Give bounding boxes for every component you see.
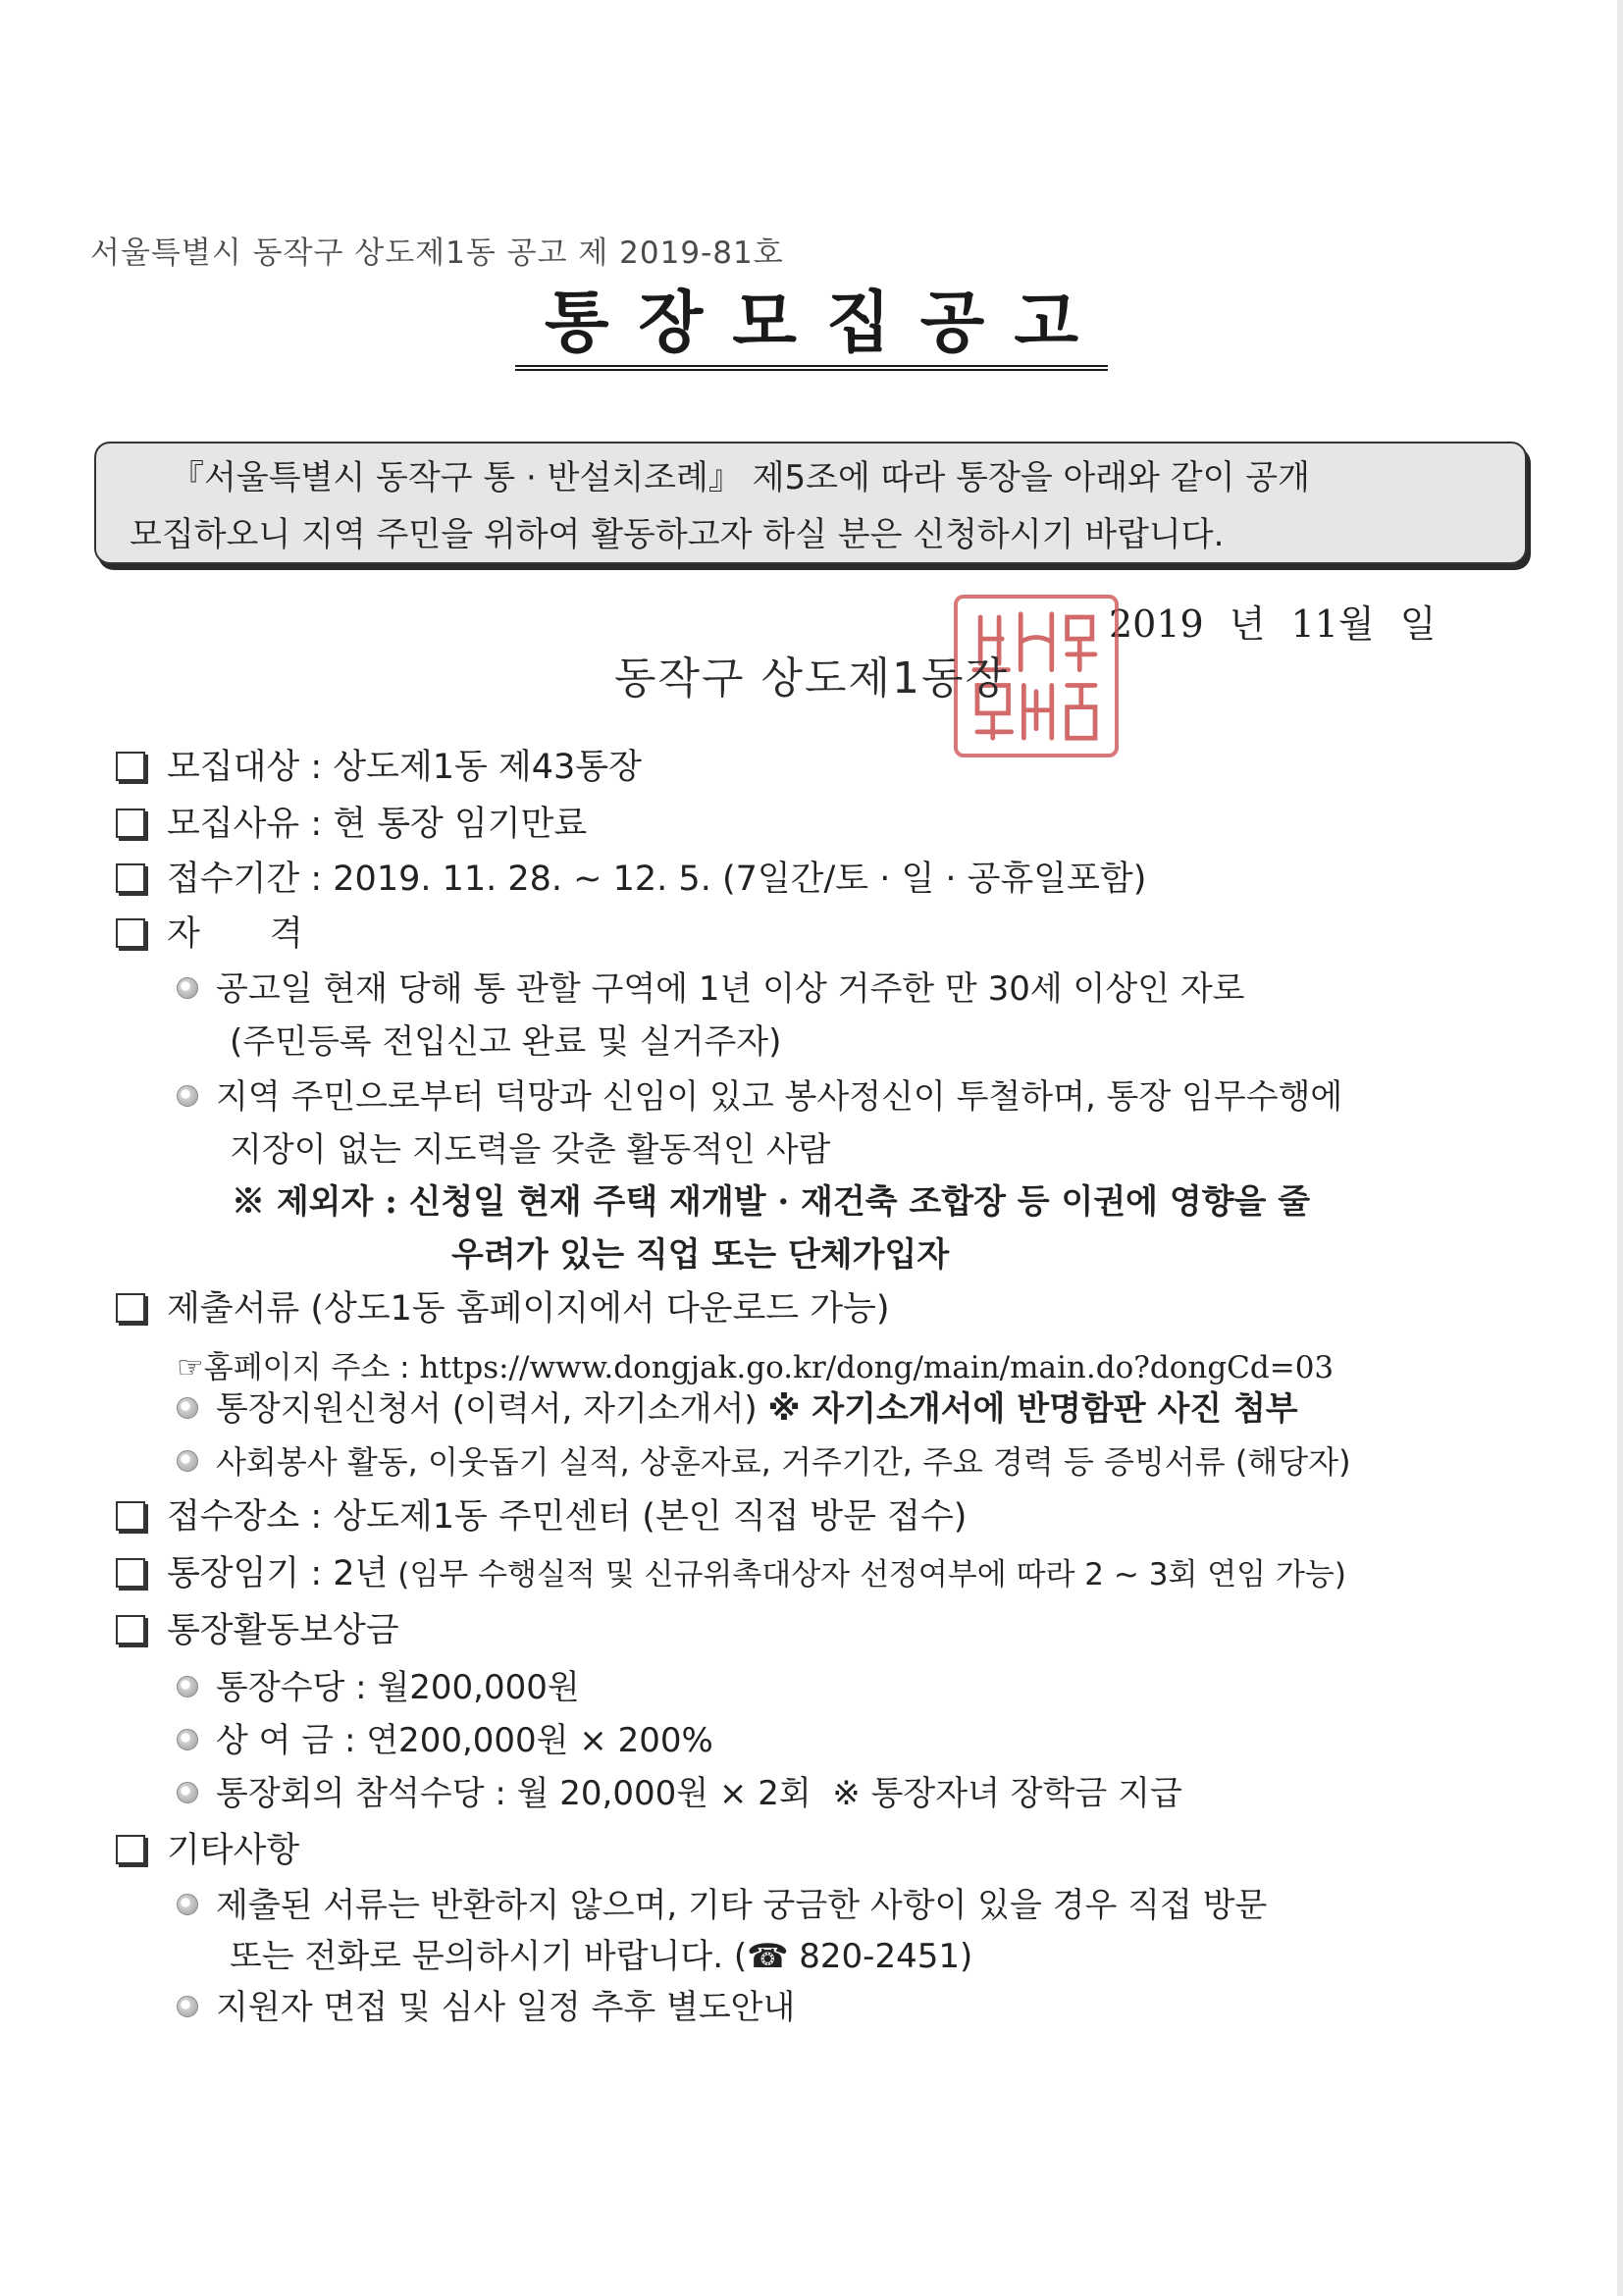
etc-item-1-text: 제출된 서류는 반환하지 않으며, 기타 궁금한 사항이 있을 경우 직접 방문 bbox=[216, 1886, 1268, 1925]
homepage-url-link[interactable]: https://www.dongjak.go.kr/dong/main/main.do?dongCd=03 bbox=[419, 1350, 1335, 1385]
checkbox-square-icon bbox=[116, 1558, 145, 1588]
section-period bbox=[116, 856, 1146, 903]
section-term-note: (임무 수행실적 및 신규위촉대상자 선정여부에 따라 2 ~ 3회 연임 가능) bbox=[388, 1557, 1346, 1592]
circle-bullet-icon bbox=[177, 1782, 198, 1803]
notice-date: 2019 년 11월 일 bbox=[1109, 602, 1437, 646]
circle-bullet-icon bbox=[177, 1450, 198, 1472]
circle-bullet-icon bbox=[177, 977, 198, 999]
section-reason-text: 모집사유 : 현 통장 임기만료 bbox=[167, 805, 588, 844]
checkbox-square-icon bbox=[116, 1835, 145, 1864]
section-documents-text: 제출서류 (상도1동 홈페이지에서 다운로드 가능) bbox=[167, 1289, 890, 1329]
etc-item-2-text: 지원자 면접 및 심사 일정 추후 별도안내 bbox=[216, 1988, 796, 2027]
section-reason bbox=[116, 801, 587, 848]
intro-line-1: 『서울특별시 동작구 통 · 반설치조례』 제5조에 따라 통장을 아래와 같이 공개 bbox=[171, 458, 1310, 497]
section-compensation bbox=[116, 1607, 399, 1654]
homepage-label: ☞홈페이지 주소 : bbox=[177, 1350, 420, 1385]
issuer-name: 동작구 상도제1동장 bbox=[613, 653, 1009, 704]
compensation-item-3 bbox=[177, 1770, 1182, 1817]
qualification-item-2-cont: 지장이 없는 지도력을 갖춘 활동적인 사람 bbox=[230, 1130, 831, 1170]
page-title bbox=[0, 285, 1623, 371]
checkbox-square-icon bbox=[116, 1615, 145, 1644]
qualification-item-1-text: 공고일 현재 당해 통 관할 구역에 1년 이상 거주한 만 30세 이상인 자로 bbox=[216, 969, 1245, 1009]
intro-line-2: 모집하오니 지역 주민을 위하여 활동하고자 하실 분은 신청하시기 바랍니다. bbox=[130, 515, 1225, 554]
section-target bbox=[116, 744, 642, 791]
document-item-1-text: 통장지원신청서 (이력서, 자기소개서) bbox=[216, 1389, 758, 1429]
title-text: 통장모집공고 bbox=[515, 287, 1108, 371]
homepage-line bbox=[177, 1342, 1334, 1386]
section-etc-text: 기타사항 bbox=[167, 1831, 300, 1870]
qualification-item-1-cont: (주민등록 전입신고 완료 및 실거주자) bbox=[230, 1022, 782, 1062]
circle-bullet-icon bbox=[177, 1397, 198, 1419]
checkbox-square-icon bbox=[116, 863, 145, 893]
circle-bullet-icon bbox=[177, 1676, 198, 1697]
section-qualification-text: 자 격 bbox=[167, 914, 303, 954]
document-item-2-text: 사회봉사 활동, 이웃돕기 실적, 상훈자료, 거주기간, 주요 경력 등 증빙서류 (해당자) bbox=[216, 1443, 1351, 1481]
section-term bbox=[116, 1550, 1346, 1598]
exclusion-note-cont: 우려가 있는 직업 또는 단체가입자 bbox=[451, 1235, 950, 1275]
section-etc bbox=[116, 1827, 299, 1874]
notice-number: 서울특별시 동작구 상도제1동 공고 제 2019-81호 bbox=[90, 235, 784, 271]
document-item-1-note: ※ 자기소개서에 반명함판 사진 첨부 bbox=[767, 1389, 1298, 1429]
section-place-text: 접수장소 : 상도제1동 주민센터 (본인 직접 방문 접수) bbox=[167, 1497, 968, 1537]
compensation-item-2 bbox=[177, 1717, 713, 1764]
circle-bullet-icon bbox=[177, 1085, 198, 1107]
section-qualification bbox=[116, 911, 303, 958]
document-item-2 bbox=[177, 1438, 1351, 1486]
qualification-item-2 bbox=[177, 1073, 1342, 1121]
circle-bullet-icon bbox=[177, 1894, 198, 1915]
section-period-text: 접수기간 : 2019. 11. 28. ~ 12. 5. (7일간/토 · 일 · 공휴일포함) bbox=[167, 860, 1147, 899]
exclusion-note: ※ 제외자 : 신청일 현재 주택 재개발 · 재건축 조합장 등 이권에 영향을 줄 bbox=[232, 1182, 1311, 1222]
section-place bbox=[116, 1493, 967, 1540]
etc-item-1 bbox=[177, 1882, 1267, 1929]
section-compensation-text: 통장활동보상금 bbox=[167, 1611, 399, 1650]
compensation-item-3-text: 통장회의 참석수당 : 월 20,000원 × 2회 ※ 통장자녀 장학금 지급 bbox=[216, 1774, 1182, 1813]
etc-item-2 bbox=[177, 1984, 795, 2031]
section-term-label: 통장임기 : 2년 bbox=[167, 1554, 389, 1593]
checkbox-square-icon bbox=[116, 1501, 145, 1531]
circle-bullet-icon bbox=[177, 1996, 198, 2017]
qualification-item-1 bbox=[177, 965, 1245, 1013]
checkbox-square-icon bbox=[116, 809, 145, 838]
intro-box bbox=[94, 442, 1527, 564]
checkbox-square-icon bbox=[116, 752, 145, 781]
checkbox-square-icon bbox=[116, 1293, 145, 1323]
section-documents bbox=[116, 1285, 889, 1332]
compensation-item-1-text: 통장수당 : 월200,000원 bbox=[216, 1668, 580, 1707]
compensation-item-1 bbox=[177, 1664, 580, 1711]
checkbox-square-icon bbox=[116, 918, 145, 948]
qualification-item-2-text: 지역 주민으로부터 덕망과 신임이 있고 봉사정신이 투철하며, 통장 임무수행에 bbox=[216, 1077, 1343, 1117]
etc-item-1-cont: 또는 전화로 문의하시기 바랍니다. (☎ 820-2451) bbox=[230, 1937, 973, 1976]
circle-bullet-icon bbox=[177, 1729, 198, 1750]
compensation-item-2-text: 상 여 금 : 연200,000원 × 200% bbox=[216, 1721, 713, 1760]
section-target-text: 모집대상 : 상도제1동 제43통장 bbox=[167, 748, 642, 787]
document-item-1 bbox=[177, 1385, 1298, 1433]
